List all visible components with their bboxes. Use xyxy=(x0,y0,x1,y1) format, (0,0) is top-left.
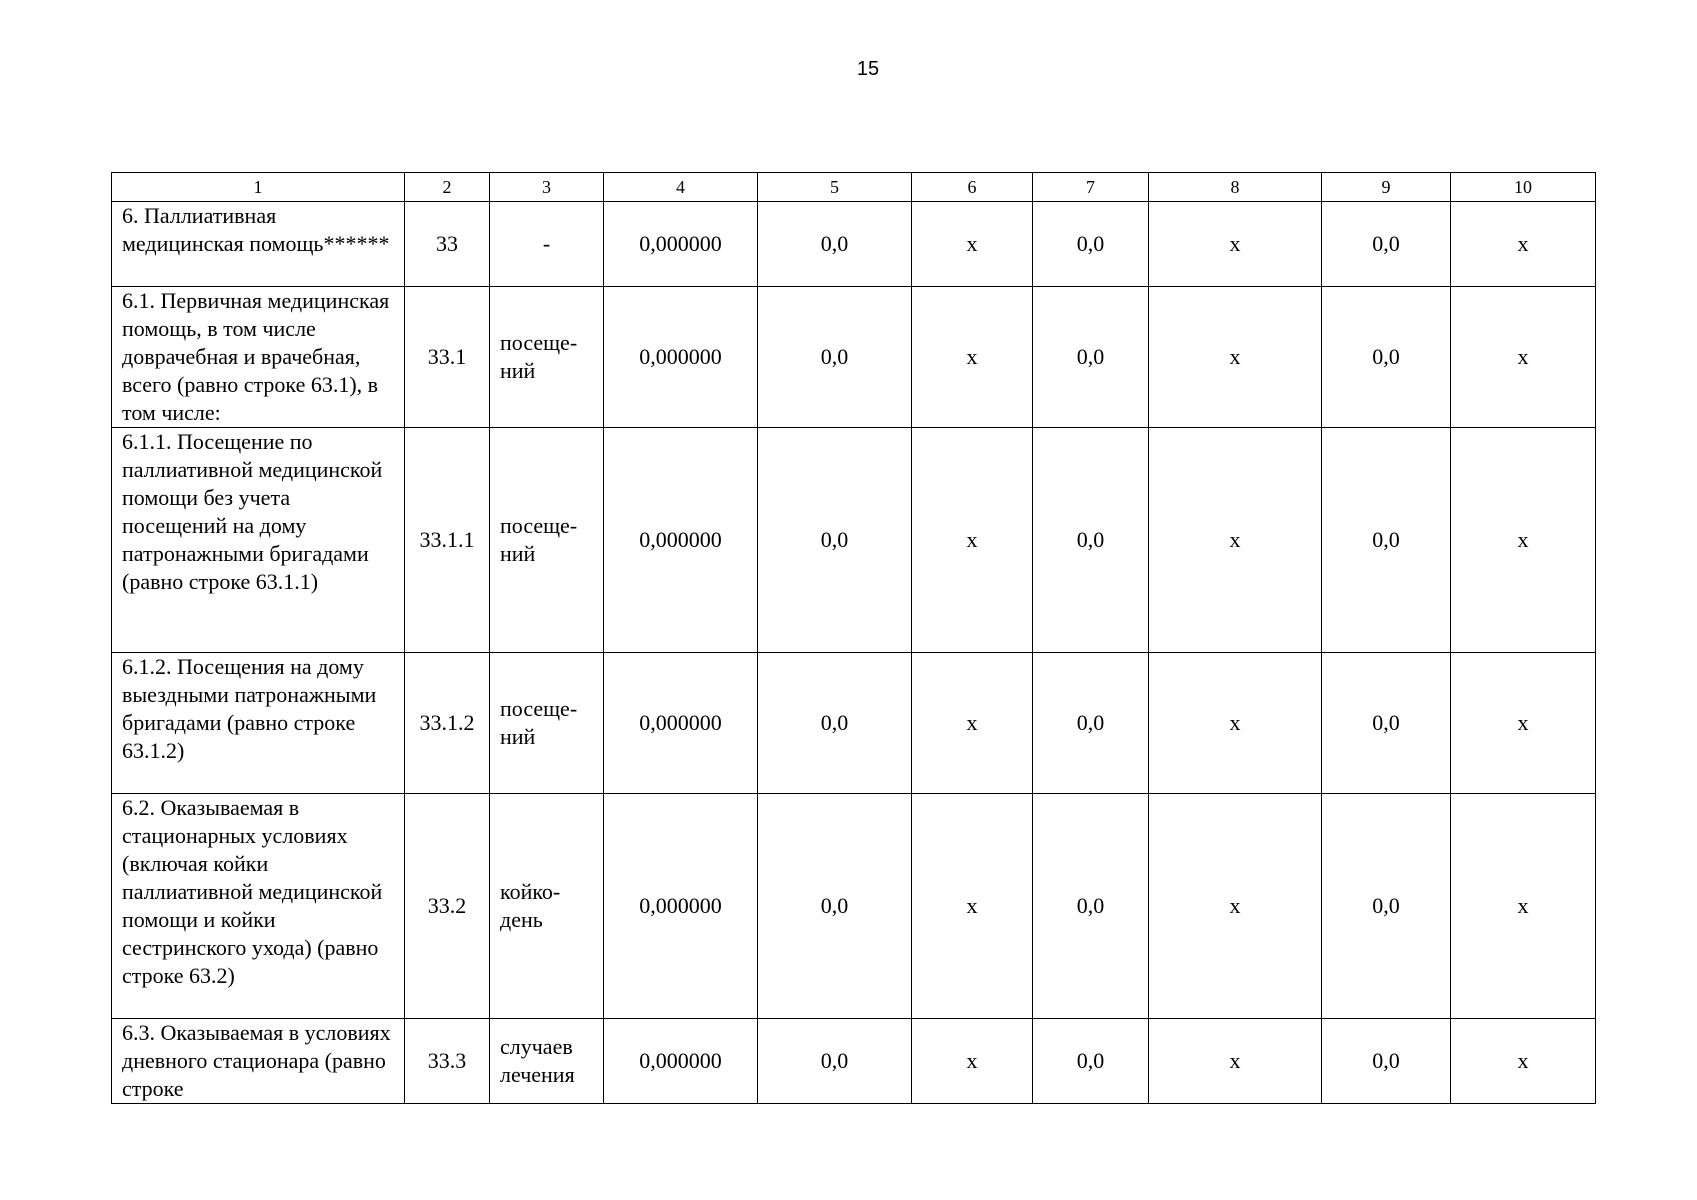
table-cell: 0,0 xyxy=(758,287,912,428)
table-cell: 0,0 xyxy=(758,794,912,1019)
table-header-row xyxy=(112,173,1596,202)
table-cell: 0,000000 xyxy=(604,1019,758,1104)
table-row xyxy=(112,287,1596,428)
column-header: 10 xyxy=(1451,173,1596,202)
table-row xyxy=(112,794,1596,1019)
table-cell: 0,0 xyxy=(758,1019,912,1104)
column-header: 9 xyxy=(1322,173,1451,202)
row-name-cell: 6.2. Оказываемая в стационарных условиях (включая койки паллиативной медицинской помощи и койки сестринского ухода) (равно строке 63.2) xyxy=(112,794,405,1019)
row-name-cell: 6.1.1. Посещение по паллиативной медицинской помощи без учета посещений на дому патронажными бригадами (равно строке 63.1.1) xyxy=(112,428,405,653)
row-code-cell: 33 xyxy=(405,202,490,287)
row-name-cell: 6.1.2. Посещения на дому выездными патронажными бригадами (равно строке 63.1.2) xyxy=(112,653,405,794)
table-cell: х xyxy=(1149,202,1322,287)
column-header: 8 xyxy=(1149,173,1322,202)
table-cell: 0,0 xyxy=(1322,1019,1451,1104)
table-cell: 0,0 xyxy=(758,428,912,653)
table-cell: х xyxy=(912,287,1033,428)
table-cell: 0,000000 xyxy=(604,794,758,1019)
table-row xyxy=(112,428,1596,653)
row-unit-cell: посеще-ний xyxy=(490,287,604,428)
table-cell: х xyxy=(1451,653,1596,794)
column-header: 1 xyxy=(112,173,405,202)
table-cell: 0,0 xyxy=(1322,653,1451,794)
table-cell: 0,000000 xyxy=(604,428,758,653)
table-cell: х xyxy=(1149,794,1322,1019)
row-code-cell: 33.1.2 xyxy=(405,653,490,794)
table-cell: 0,0 xyxy=(1322,287,1451,428)
table-cell: 0,000000 xyxy=(604,287,758,428)
table-cell: 0,000000 xyxy=(604,202,758,287)
table-cell: 0,0 xyxy=(758,653,912,794)
table-cell: 0,0 xyxy=(1322,202,1451,287)
row-unit-cell: случаев лечения xyxy=(490,1019,604,1104)
column-header: 5 xyxy=(758,173,912,202)
column-header: 2 xyxy=(405,173,490,202)
column-header: 6 xyxy=(912,173,1033,202)
table-cell: х xyxy=(912,202,1033,287)
row-unit-cell: койко-день xyxy=(490,794,604,1019)
table-cell: х xyxy=(1451,287,1596,428)
row-name-cell: 6.3. Оказываемая в условиях дневного стационара (равно строке xyxy=(112,1019,405,1104)
table-cell: х xyxy=(912,1019,1033,1104)
row-code-cell: 33.2 xyxy=(405,794,490,1019)
table-cell: 0,000000 xyxy=(604,653,758,794)
table-cell: х xyxy=(912,428,1033,653)
table-row xyxy=(112,202,1596,287)
table-cell: 0,0 xyxy=(1033,794,1149,1019)
table-cell: 0,0 xyxy=(1033,428,1149,653)
table-cell: х xyxy=(1451,428,1596,653)
table-cell: 0,0 xyxy=(1033,1019,1149,1104)
row-name-cell: 6. Паллиативная медицинская помощь****** xyxy=(112,202,405,287)
row-unit-cell: посеще-ний xyxy=(490,428,604,653)
table-cell: 0,0 xyxy=(758,202,912,287)
table-cell: 0,0 xyxy=(1033,202,1149,287)
table-cell: х xyxy=(1451,1019,1596,1104)
column-header: 4 xyxy=(604,173,758,202)
table-row xyxy=(112,653,1596,794)
table-cell: х xyxy=(1149,653,1322,794)
row-code-cell: 33.1.1 xyxy=(405,428,490,653)
row-unit-cell: - xyxy=(490,202,604,287)
table-cell: х xyxy=(912,794,1033,1019)
table-cell: 0,0 xyxy=(1322,428,1451,653)
table-cell: 0,0 xyxy=(1033,287,1149,428)
column-header: 7 xyxy=(1033,173,1149,202)
table-cell: х xyxy=(1451,202,1596,287)
table-cell: х xyxy=(1149,287,1322,428)
table-cell: х xyxy=(1451,794,1596,1019)
table-cell: х xyxy=(1149,1019,1322,1104)
row-code-cell: 33.3 xyxy=(405,1019,490,1104)
column-header: 3 xyxy=(490,173,604,202)
data-table xyxy=(111,172,1596,1104)
table-cell: х xyxy=(1149,428,1322,653)
row-code-cell: 33.1 xyxy=(405,287,490,428)
page-number: 15 xyxy=(856,58,880,80)
table-cell: 0,0 xyxy=(1322,794,1451,1019)
table-row xyxy=(112,1019,1596,1104)
table-cell: 0,0 xyxy=(1033,653,1149,794)
row-unit-cell: посеще-ний xyxy=(490,653,604,794)
row-name-cell: 6.1. Первичная медицинская помощь, в том числе доврачебная и врачебная, всего (равно строке 63.1), в том числе: xyxy=(112,287,405,428)
table-cell: х xyxy=(912,653,1033,794)
